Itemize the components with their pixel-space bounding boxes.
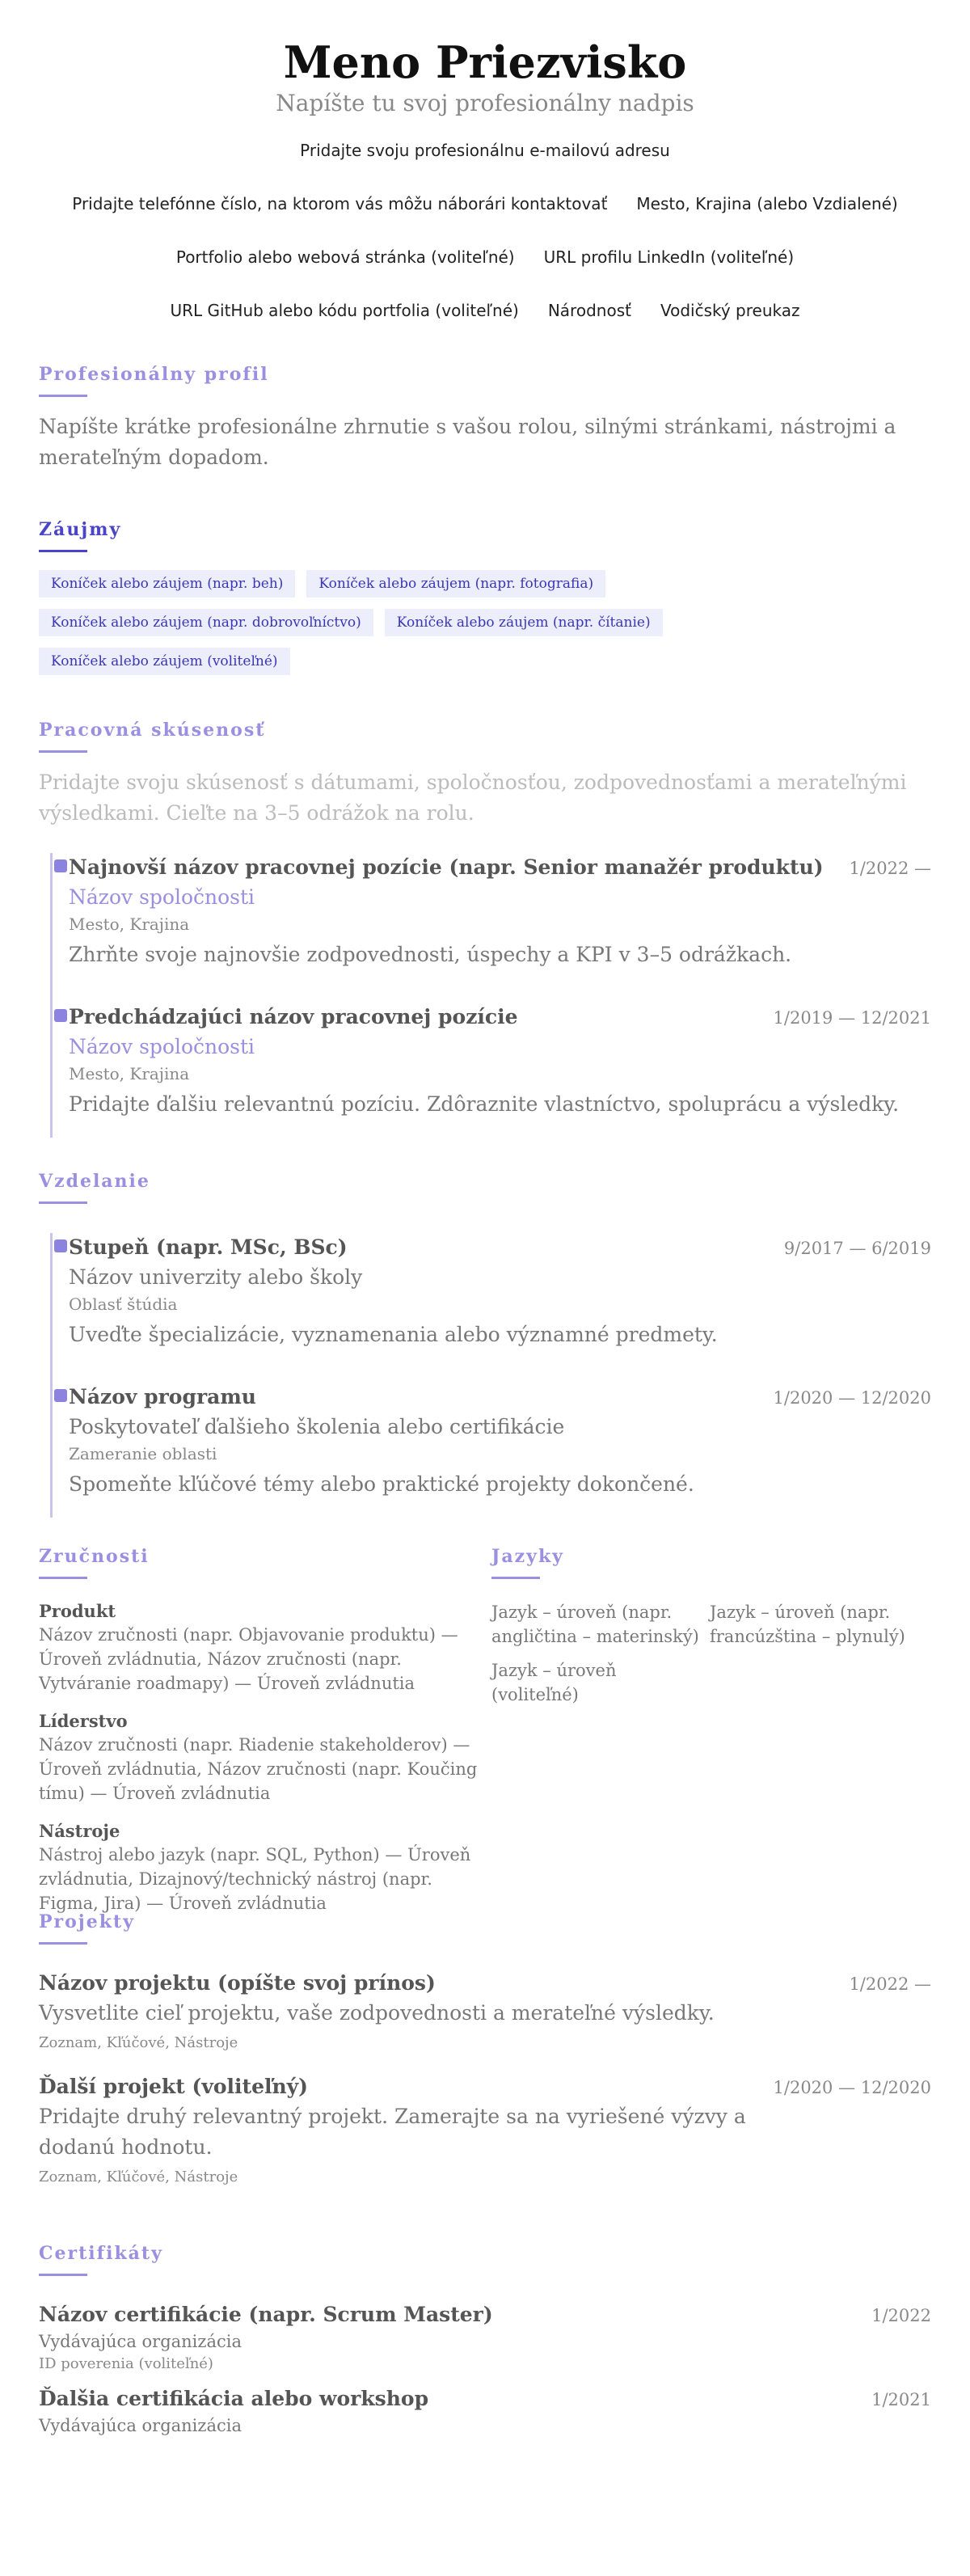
professional-headline: Napíšte tu svoj profesionálny nadpis <box>276 90 694 116</box>
company-name: Názov spoločnosti <box>69 885 255 909</box>
contact-row-phone-location <box>0 192 970 215</box>
section-divider <box>39 395 87 397</box>
interest-chip: Koníček alebo záujem (napr. beh) <box>39 570 295 598</box>
project-title: Názov projektu (opíšte svoj prínos) <box>39 1971 436 1995</box>
timeline-marker-icon <box>54 1239 67 1252</box>
education-dates: 9/2017 — 6/2019 <box>783 1239 931 1258</box>
section-title-certificates: Certifikáty <box>39 2243 163 2264</box>
certificates-section <box>39 2241 931 2438</box>
education-entry <box>69 1368 931 1518</box>
interest-chip: Koníček alebo záujem (napr. dobrovoľníctvo) <box>39 609 373 636</box>
skill-group <box>39 1710 491 1805</box>
section-divider <box>39 550 87 552</box>
education-entry <box>69 1233 931 1368</box>
interest-chip: Koníček alebo záujem (napr. čítanie) <box>385 609 663 636</box>
resume-header <box>0 0 970 322</box>
project-dates: 1/2020 — 12/2020 <box>773 2078 931 2097</box>
skill-items: Názov zručnosti (napr. Riadenie stakeholderov) — Úroveň zvládnutia, Názov zručnosti (napr. Koučing tímu) — Úroveň zvládnutia <box>39 1735 478 1803</box>
skill-category: Nástroje <box>39 1821 120 1841</box>
location-text: Mesto, Krajina (alebo Vzdialené) <box>636 194 898 213</box>
company-name: Názov spoločnosti <box>69 1035 255 1058</box>
section-title-languages: Jazyky <box>491 1546 564 1567</box>
contact-row-email <box>0 139 970 162</box>
certificate-date: 1/2021 <box>871 2390 931 2409</box>
certificate-entry <box>39 2300 931 2375</box>
school-name: Poskytovateľ ďalšieho školenia alebo certifikácie <box>69 1415 565 1438</box>
language-item: Jazyk – úroveň (voliteľné) <box>491 1661 617 1704</box>
section-title-projects: Projekty <box>39 1911 135 1932</box>
school-name: Názov univerzity alebo školy <box>69 1265 363 1289</box>
certificate-entry <box>39 2384 931 2438</box>
experience-entry <box>69 988 931 1138</box>
email-text[interactable]: Pridajte svoju profesionálnu e-mailovú adresu <box>300 141 670 160</box>
certificate-id: ID poverenia (voliteľné) <box>39 2355 213 2372</box>
section-title-skills: Zručnosti <box>39 1546 150 1567</box>
language-item: Jazyk – úroveň (napr. angličtina – materinský) <box>491 1603 699 1646</box>
profile-summary: Napíšte krátke profesionálne zhrnutie s vašou rolou, silnými stránkami, nástrojmi a merateľným dopadom. <box>39 415 896 469</box>
project-tags: Zoznam, Kľúčové, Nástroje <box>39 2168 238 2185</box>
section-divider <box>39 1201 87 1204</box>
contact-row-misc <box>0 299 970 322</box>
linkedin-link[interactable]: URL profilu LinkedIn (voliteľné) <box>543 247 795 267</box>
experience-intro: Pridajte svoju skúsenosť s dátumami, spoločnosťou, zodpovednosťami a merateľnými výsledkami. Cieľte na 3–5 odrážok na rolu. <box>39 771 907 825</box>
section-title-experience: Pracovná skúsenosť <box>39 720 266 741</box>
certificate-title: Názov certifikácie (napr. Scrum Master) <box>39 2303 493 2326</box>
skill-items: Názov zručnosti (napr. Objavovanie produktu) — Úroveň zvládnutia, Názov zručnosti (napr. Vytváranie roadmapy) — Úroveň zvládnutia <box>39 1625 458 1693</box>
languages-section <box>491 1544 931 1915</box>
interest-chip: Koníček alebo záujem (napr. fotografia) <box>306 570 605 598</box>
job-dates: 1/2019 — 12/2021 <box>773 1008 931 1028</box>
certificate-title: Ďalšia certifikácia alebo workshop <box>39 2387 429 2410</box>
job-description: Pridajte ďalšiu relevantnú pozíciu. Zdôraznite vlastníctvo, spoluprácu a výsledky. <box>69 1092 900 1116</box>
certificate-issuer: Vydávajúca organizácia <box>39 2416 242 2435</box>
education-section <box>39 1169 931 1518</box>
section-divider <box>39 1942 87 1945</box>
skills-languages-columns <box>39 1544 931 1915</box>
project-entry <box>39 2072 931 2189</box>
section-title-education: Vzdelanie <box>39 1171 150 1192</box>
project-title: Ďalší projekt (voliteľný) <box>39 2075 309 2098</box>
phone-text[interactable]: Pridajte telefónne číslo, na ktorom vás môžu náborári kontaktovať <box>72 194 608 213</box>
section-title-profile: Profesionálny profil <box>39 364 269 385</box>
contact-row-links <box>0 246 970 268</box>
language-item: Jazyk – úroveň (napr. francúzština – plynulý) <box>710 1603 905 1646</box>
project-entry <box>39 1969 931 2054</box>
study-field: Zameranie oblasti <box>69 1444 217 1463</box>
interest-chip: Koníček alebo záujem (voliteľné) <box>39 648 290 675</box>
profile-section <box>39 362 931 473</box>
project-dates: 1/2022 — <box>849 1974 931 1994</box>
skill-category: Líderstvo <box>39 1711 128 1731</box>
education-timeline <box>50 1233 931 1518</box>
timeline-marker-icon <box>54 859 67 872</box>
license-text: Vodičský preukaz <box>660 301 800 320</box>
skill-group <box>39 1600 491 1696</box>
interest-chips <box>39 570 766 675</box>
job-location: Mesto, Krajina <box>69 1064 190 1083</box>
github-link[interactable]: URL GitHub alebo kódu portfolia (voliteľné) <box>170 301 519 320</box>
job-title: Najnovší názov pracovnej pozície (napr. Senior manažér produktu) <box>69 855 824 879</box>
section-divider <box>39 2274 87 2276</box>
experience-timeline <box>50 853 931 1138</box>
experience-section <box>39 718 931 1138</box>
section-title-interests: Záujmy <box>39 519 122 540</box>
project-tags: Zoznam, Kľúčové, Nástroje <box>39 2034 238 2051</box>
skill-items: Nástroj alebo jazyk (napr. SQL, Python) — Úroveň zvládnutia, Dizajnový/technický nástroj (napr. Figma, Jira) — Úroveň zvládnutia <box>39 1845 471 1913</box>
projects-section <box>39 1910 931 2189</box>
skill-group <box>39 1820 491 1915</box>
education-description: Spomeňte kľúčové témy alebo praktické projekty dokončené. <box>69 1472 694 1496</box>
languages-list <box>491 1600 931 1707</box>
education-description: Uveďte špecializácie, vyznamenania alebo významné predmety. <box>69 1323 718 1346</box>
job-location: Mesto, Krajina <box>69 914 190 934</box>
job-description: Zhrňte svoje najnovšie zodpovednosti, úspechy a KPI v 3–5 odrážkach. <box>69 943 792 966</box>
certificate-date: 1/2022 <box>871 2306 931 2325</box>
study-field: Oblasť štúdia <box>69 1294 178 1314</box>
education-dates: 1/2020 — 12/2020 <box>773 1388 931 1408</box>
section-divider <box>39 1577 87 1579</box>
degree-title: Názov programu <box>69 1385 256 1408</box>
timeline-marker-icon <box>54 1009 67 1022</box>
section-divider <box>39 750 87 753</box>
job-title: Predchádzajúci názov pracovnej pozície <box>69 1005 518 1028</box>
project-description: Vysvetlite cieľ projektu, vaše zodpovednosti a merateľné výsledky. <box>39 2001 715 2025</box>
nationality-text: Národnosť <box>547 301 631 320</box>
job-dates: 1/2022 — <box>849 859 931 878</box>
degree-title: Stupeň (napr. MSc, BSc) <box>69 1235 348 1259</box>
experience-entry <box>69 853 931 988</box>
interests-section <box>39 517 931 675</box>
skill-category: Produkt <box>39 1601 116 1621</box>
section-divider <box>491 1577 540 1579</box>
timeline-marker-icon <box>54 1389 67 1402</box>
portfolio-link[interactable]: Portfolio alebo webová stránka (voliteľné) <box>175 247 515 267</box>
project-description: Pridajte druhý relevantný projekt. Zamerajte sa na vyriešené výzvy a dodanú hodnotu. <box>39 2105 746 2159</box>
person-name: Meno Priezvisko <box>283 36 687 88</box>
certificate-issuer: Vydávajúca organizácia <box>39 2332 242 2351</box>
skills-section <box>39 1544 491 1915</box>
